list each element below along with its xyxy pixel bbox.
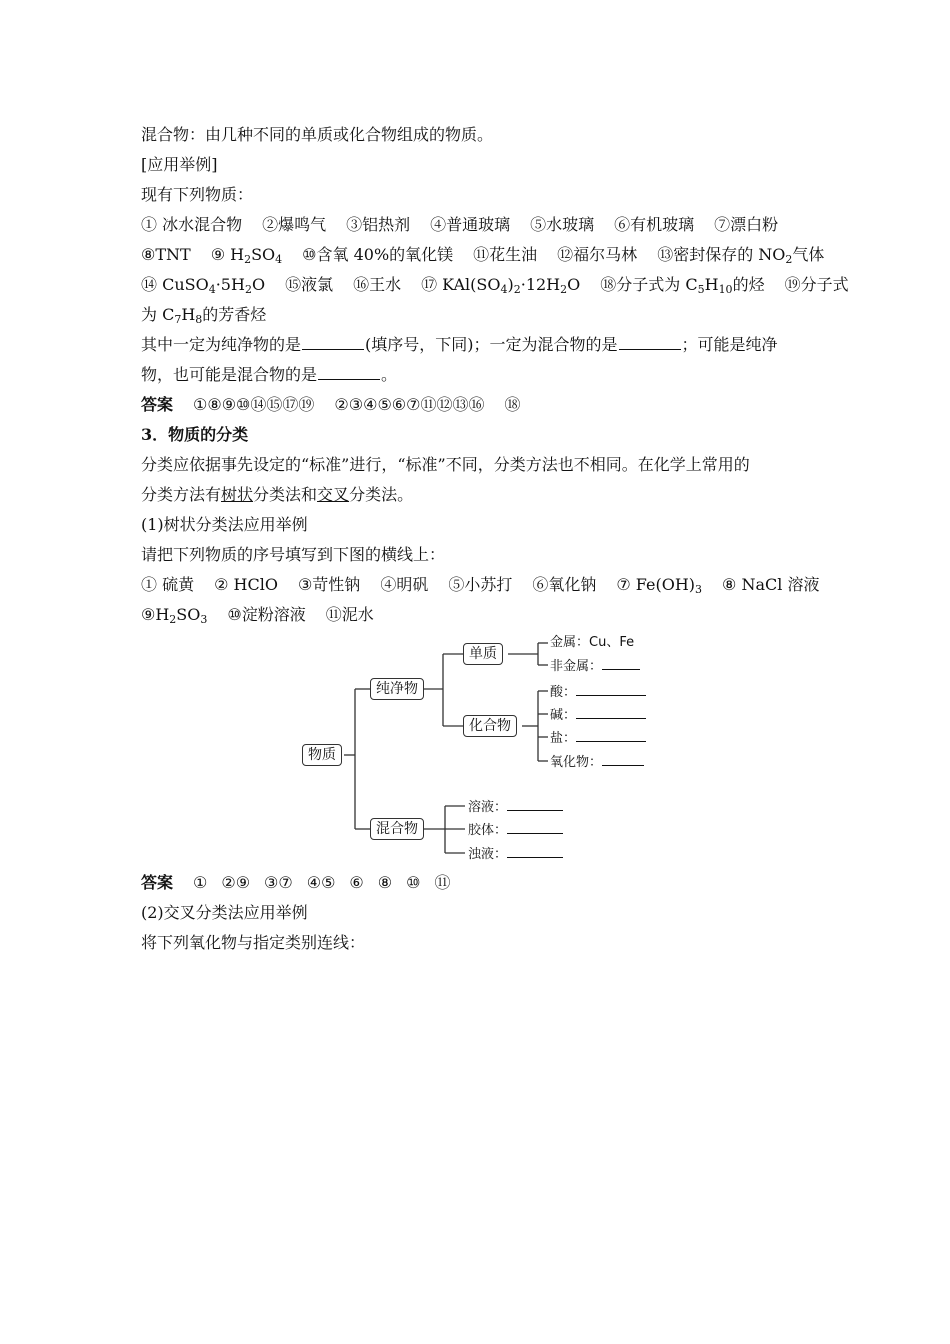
answer-blank — [602, 657, 640, 670]
material-item: ② HClO — [214, 575, 278, 594]
answer-blank — [302, 335, 364, 350]
subsection-2-title: (2)交叉分类法应用举例 — [141, 903, 308, 922]
substance-item: ⑲分子式 — [784, 275, 849, 294]
substances-line-1 — [141, 210, 811, 240]
material-item: ⑤小苏打 — [448, 575, 513, 594]
node-compound: 化合物 — [463, 715, 517, 737]
substance-item: ⑮液氯 — [285, 275, 334, 294]
material-item: ③苛性钠 — [297, 575, 361, 594]
leaf-base: 碱： — [550, 706, 646, 724]
substance-item: ⑫福尔马林 — [557, 245, 638, 264]
answer-2 — [141, 868, 811, 898]
document-body-lower — [141, 868, 811, 958]
substance-item: ⑰ $KAl(SO_4)_2\cdot 12H_2O$ — [421, 275, 581, 296]
answer-1 — [141, 390, 811, 420]
substance-item: ②爆鸣气 — [262, 215, 327, 234]
answer-blank — [576, 706, 646, 719]
answer-label: 答案 — [141, 395, 174, 414]
answer-item: ②⑨ — [221, 873, 251, 892]
answer-blank — [576, 683, 646, 696]
substances-line-3 — [141, 270, 849, 300]
answer-blank — [619, 335, 681, 350]
question-line-2: 物，也可能是混合物的是 。 — [141, 365, 398, 384]
answer-blank — [602, 753, 644, 766]
substance-item: ⑧TNT — [141, 245, 191, 264]
subsection-1-title: (1)树状分类法应用举例 — [141, 515, 308, 534]
substance-item: ⑬密封保存的 $NO_2$气体 — [657, 245, 825, 266]
answer-item: ⑱ — [504, 395, 521, 414]
leaf-salt: 盐： — [550, 729, 646, 747]
material-item: $⑨H_2SO_3$ — [141, 605, 208, 626]
substance-item: ⑤水玻璃 — [530, 215, 595, 234]
answer-blank — [318, 365, 380, 380]
material-item: ⑥氧化钠 — [532, 575, 597, 594]
substances-intro: 现有下列物质： — [141, 185, 254, 204]
substance-item: ⑩含氧 40%的氧化镁 — [302, 245, 454, 264]
substance-item: ③铝热剂 — [346, 215, 411, 234]
classification-paragraph-line-2: 分类方法有树状分类法和交叉分类法。 — [141, 485, 414, 504]
answer-item: ②③④⑤⑥⑦⑪⑫⑬⑯ — [334, 395, 485, 414]
underlined-term: 交叉 — [317, 485, 350, 504]
fill-intro: 请把下列物质的序号填写到下图的横线上： — [141, 545, 446, 564]
material-item: ① 硫黄 — [141, 575, 195, 594]
materials-line-2 — [141, 600, 811, 630]
example-header: [应用举例] — [141, 155, 218, 174]
leaf-nonmetal: 非金属： — [550, 657, 640, 675]
leaf-oxide: 氧化物： — [550, 753, 644, 771]
substance-item: ⑨ $H_2SO_4$ — [210, 245, 283, 266]
material-item: ⑩淀粉溶液 — [227, 605, 306, 624]
substance-item: ⑯王水 — [353, 275, 402, 294]
node-root: 物质 — [302, 744, 342, 766]
substance-item: ① 冰水混合物 — [141, 215, 243, 234]
classification-tree-diagram — [300, 632, 660, 867]
leaf-metal: 金属：Cu、Fe — [550, 635, 635, 650]
answer-item: ⑪ — [434, 873, 451, 892]
material-item: ⑧ NaCl 溶液 — [722, 575, 820, 594]
section-3-title: 3．物质的分类 — [141, 425, 249, 444]
answer-label: 答案 — [141, 873, 174, 892]
answer-item: ④⑤ — [306, 873, 336, 892]
leaf-acid: 酸： — [550, 683, 646, 701]
underlined-term: 树状 — [221, 485, 254, 504]
substance-item: ⑦漂白粉 — [714, 215, 779, 234]
substance-item: ④普通玻璃 — [430, 215, 511, 234]
answer-blank — [576, 729, 646, 742]
node-element: 单质 — [463, 643, 503, 665]
answer-item: ③⑦ — [264, 873, 293, 892]
node-pure-substance: 纯净物 — [370, 678, 424, 700]
material-item: ⑪泥水 — [325, 605, 374, 624]
link-intro: 将下列氧化物与指定类别连线： — [141, 933, 366, 952]
answer-item: ① — [193, 873, 208, 892]
mixture-definition: 混合物：由几种不同的单质或化合物组成的物质。 — [141, 125, 494, 144]
material-item: ⑦ $Fe(OH)_3$ — [616, 575, 703, 596]
classification-paragraph-line-1: 分类应依据事先设定的“标准”进行，“标准”不同，分类方法也不相同。在化学上常用的 — [141, 455, 750, 474]
material-item: ④明矾 — [380, 575, 429, 594]
substance-item: ⑭ $CuSO_4\cdot 5H_2O$ — [141, 275, 266, 296]
answer-item: ⑥ — [349, 873, 364, 892]
substance-item: ⑥有机玻璃 — [614, 215, 695, 234]
materials-line-1 — [141, 570, 820, 600]
answer-item: ⑧ — [377, 873, 393, 892]
leaf-solution: 溶液： — [468, 798, 563, 816]
substance-item: ⑱分子式为 $C_5H_{10}$的烃 — [600, 275, 765, 296]
substances-line-4: 为 $C_7H_8$的芳香烃 — [141, 305, 267, 326]
leaf-suspension: 浊液： — [468, 845, 563, 863]
answer-blank — [507, 798, 563, 811]
substance-item: ⑪花生油 — [473, 245, 538, 264]
answer-item: ①⑧⑨⑩⑭⑮⑰⑲ — [193, 395, 315, 414]
document-body — [141, 120, 849, 630]
node-mixture: 混合物 — [370, 818, 424, 840]
question-line-1: 其中一定为纯净物的是 (填序号，下同)；一定为混合物的是 ；可能是纯净 — [141, 335, 778, 354]
answer-blank — [507, 845, 563, 858]
leaf-colloid: 胶体： — [468, 821, 563, 839]
answer-item: ⑩ — [406, 873, 421, 892]
answer-blank — [507, 821, 563, 834]
substances-line-2 — [141, 240, 825, 270]
